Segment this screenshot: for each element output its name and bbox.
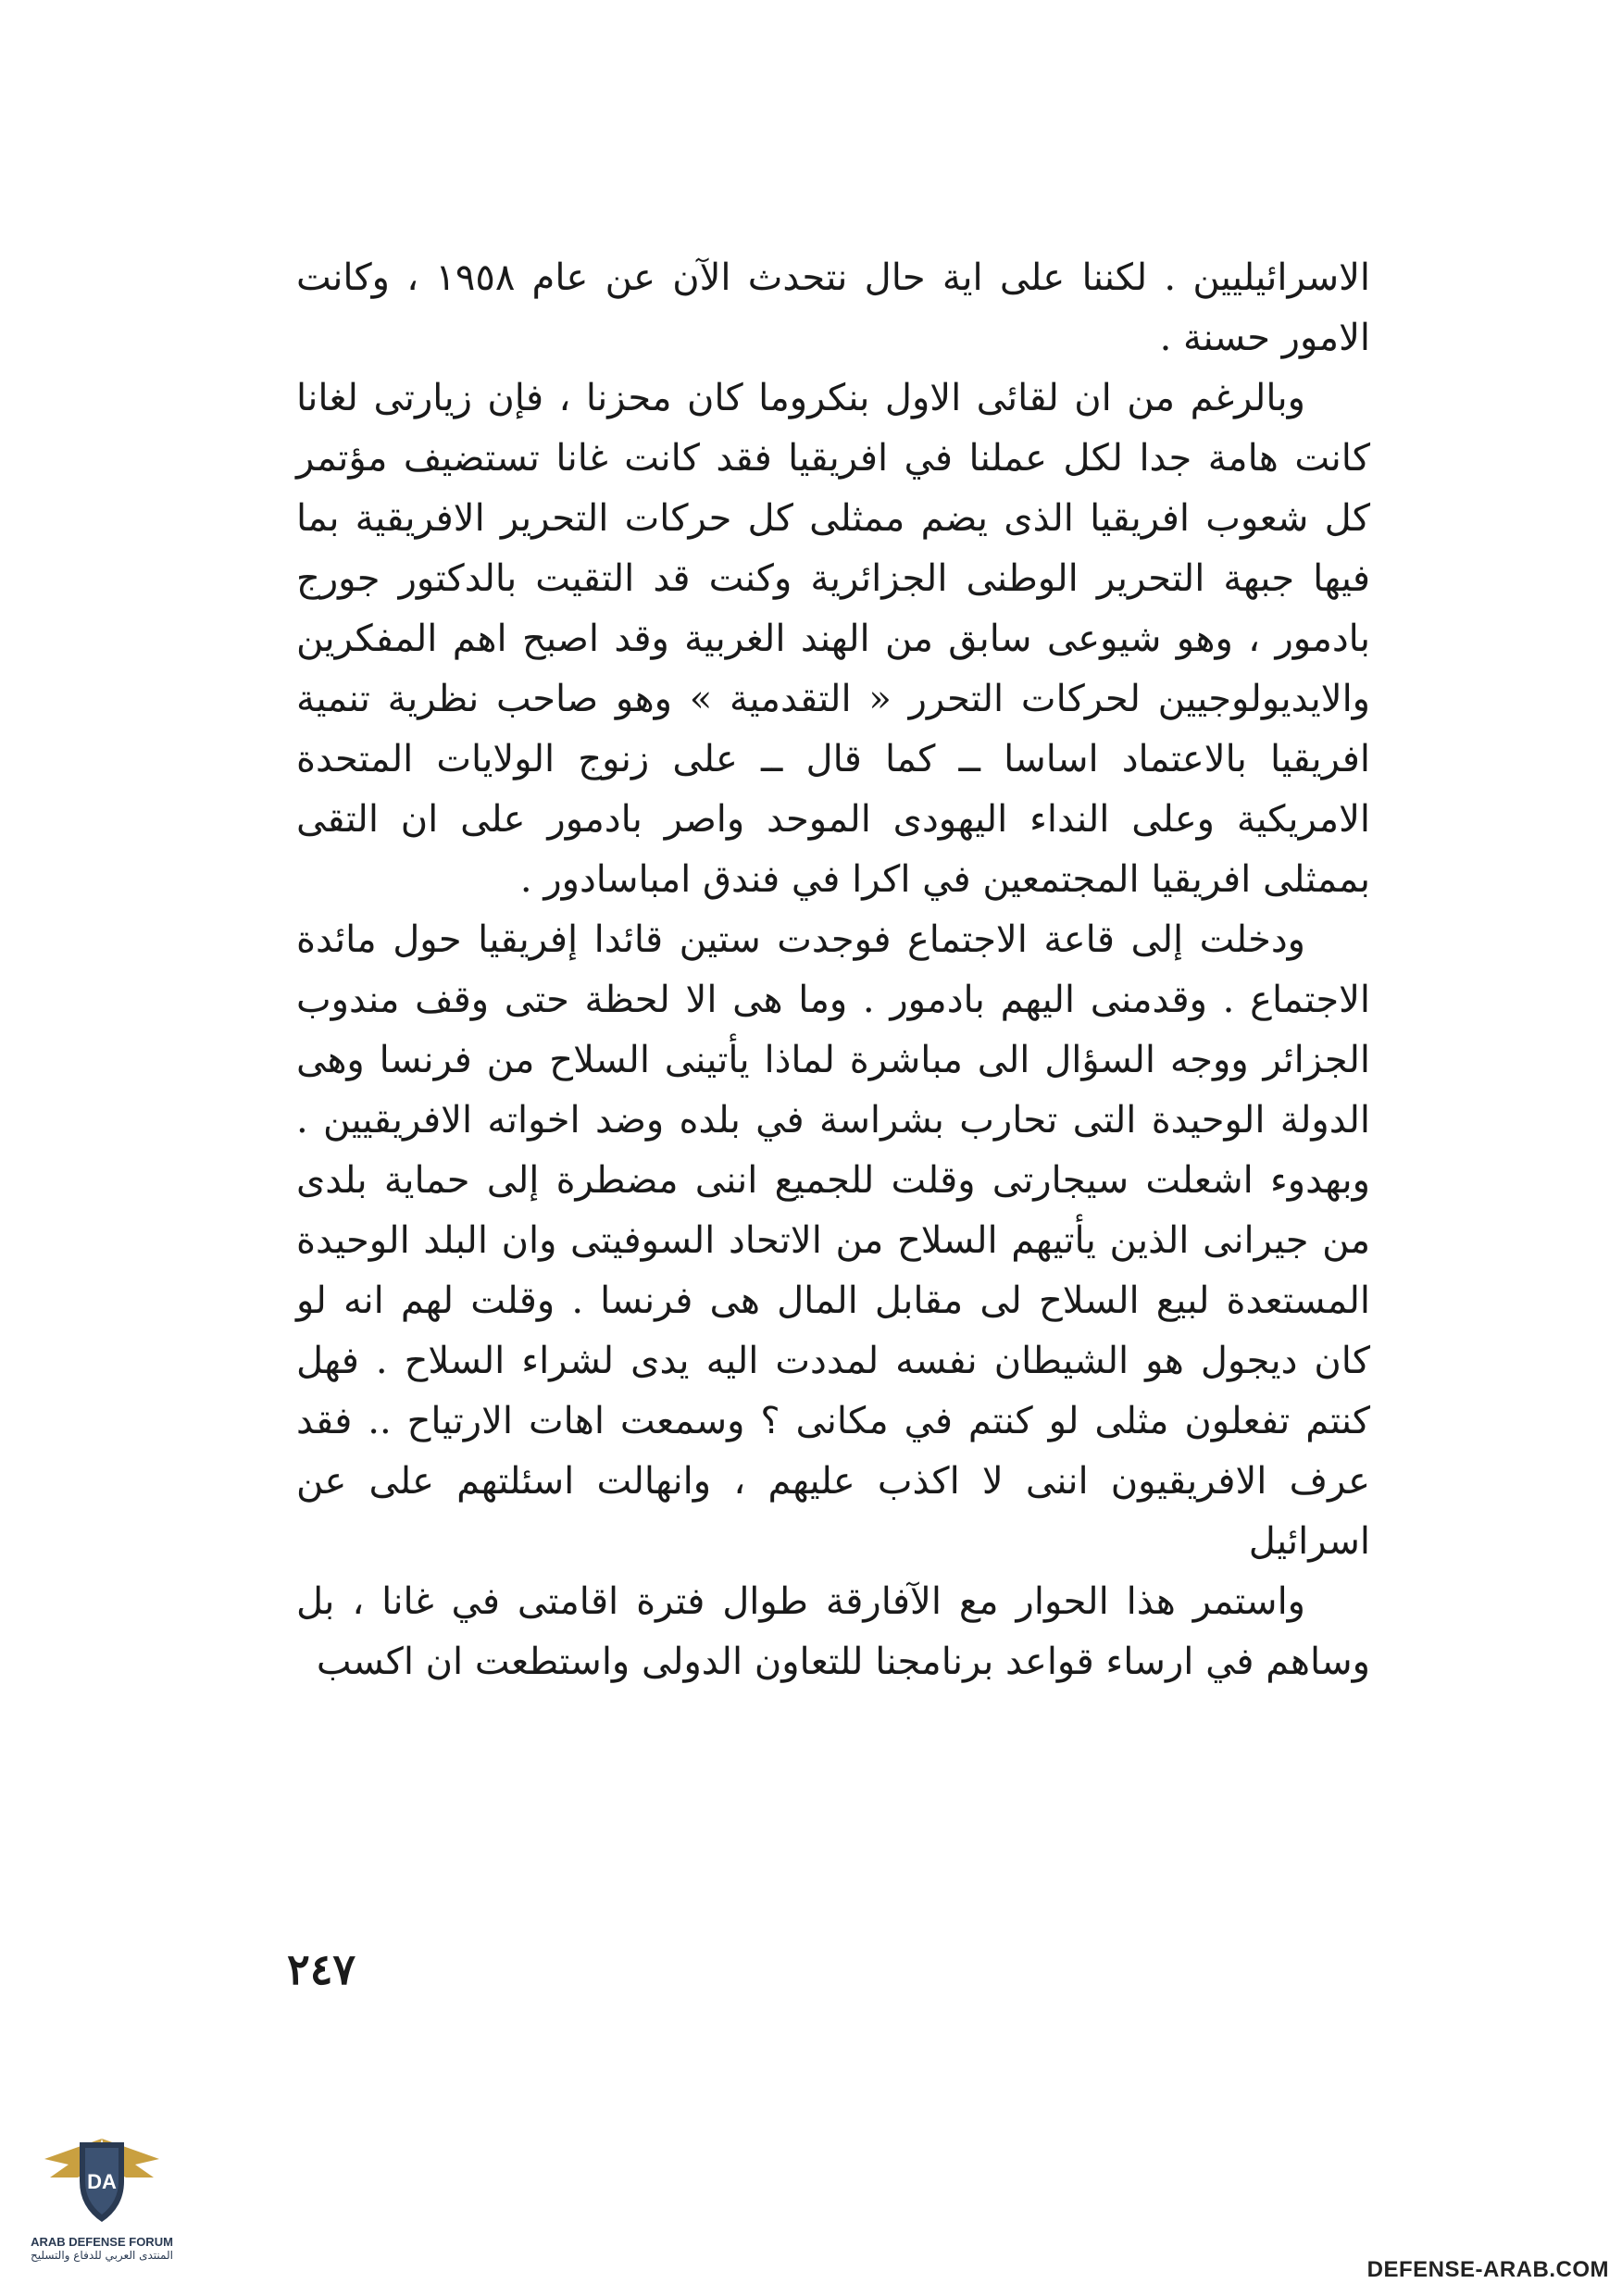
logo-english-name: ARAB DEFENSE FORUM [31, 2235, 173, 2249]
paragraph-continuation: الاسرائيليين . لكننا على اية حال نتحدث الآن عن عام ١٩٥٨ ، وكانت الامور حسنة . [296, 256, 1371, 359]
page-number: ٢٤٧ [287, 1944, 356, 1994]
logo-arabic-name: المنتدى العربي للدفاع والتسليح [31, 2249, 173, 2262]
logo-abbr: DA [87, 2170, 117, 2193]
forum-logo [28, 2122, 176, 2289]
paragraph-meeting-hall: ودخلت إلى قاعة الاجتماع فوجدت ستين قائدا إفريقيا حول مائدة الاجتماع . وقدمنى اليهم بادمور . وما هى الا لحظة حتى وقف مندوب الجزائر ووجه السؤال الى مباشرة لماذا يأتينى السلاح من فرنسا وهى الدولة الوحيدة التى تحارب بشراسة في بلده وضد اخواته الافريقيين . وبهدوء اشعلت سيجارتى وقلت للجميع اننى مضطرة إلى حماية بلدى من جيرانى الذين يأتيهم السلاح من الاتحاد السوفيتى وان البلد الوحيدة المستعدة لبيع السلاح لى مقابل المال هى فرنسا . وقلت لهم انه لو كان ديجول هو الشيطان نفسه لمددت اليه يدى لشراء السلاح . فهل كنتم تفعلون مثلى لو كنتم في مكانى ؟ وسمعت اهات الارتياح .. فقد عرف الافريقيون اننى لا اكذب عليهم ، وانهالت اسئلتهم على عن اسرائيل [296, 918, 1370, 1563]
page-body [296, 248, 1370, 1692]
eagle-shield-icon [37, 2122, 167, 2233]
paragraph-nkrumah-visit: وبالرغم من ان لقائى الاول بنكروما كان محزنا ، فإن زيارتى لغانا كانت هامة جدا لكل عملنا في افريقيا فقد كانت غانا تستضيف مؤتمر كل شعوب افريقيا الذى يضم ممثلى كل حركات التحرير الافريقية بما فيها جبهة التحرير الوطنى الجزائرية وكنت قد التقيت بالدكتور جورج بادمور ، وهو شيوعى سابق من الهند الغربية وقد اصبح اهم المفكرين والايديولوجيين لحركات التحرر « التقدمية » وهو صاحب نظرية تنمية افريقيا بالاعتماد اساسا ــ كما قال ــ على زنوج الولايات المتحدة الامريكية وعلى النداء اليهودى الموحد واصر بادمور على ان التقى بممثلى افريقيا المجتمعين في اكرا في فندق امباسادور . [296, 377, 1371, 901]
paragraph-dialogue: واستمر هذا الحوار مع الآفارقة طوال فترة اقامتى في غانا ، بل وساهم في ارساء قواعد برنامجنا للتعاون الدولى واستطعت ان اكسب [296, 1580, 1370, 1683]
watermark-url: DEFENSE-ARAB.COM [1366, 2257, 1609, 2282]
